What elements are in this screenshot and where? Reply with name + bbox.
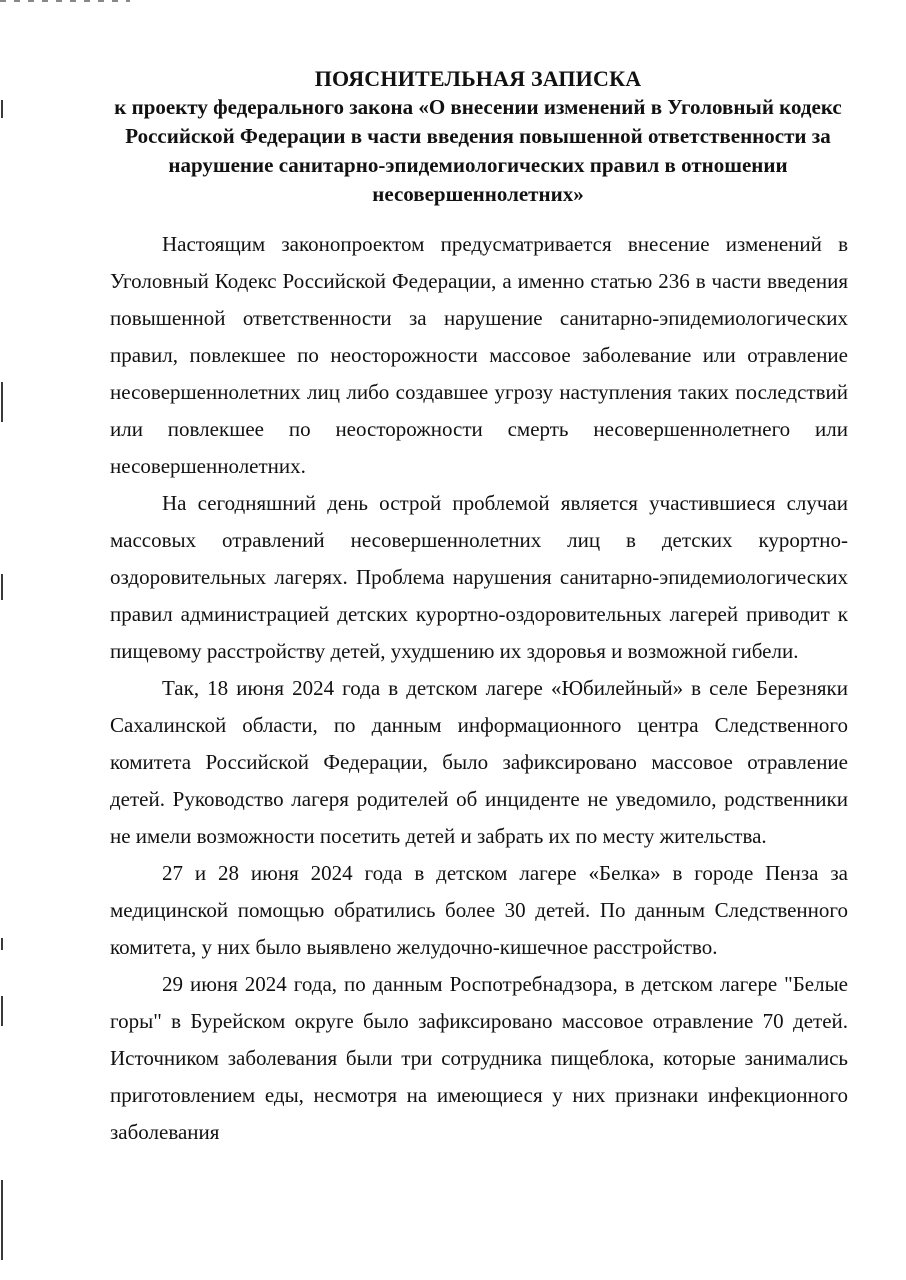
- scan-margin-mark: [1, 938, 3, 950]
- scan-margin-mark: [1, 996, 3, 1026]
- document-subtitle: к проекту федерального закона «О внесении изменений в Уголовный кодекс Российской Федерации в части введения повышенной ответственности за нарушение санитарно-эпидемиологических правил в отношении несовершеннолетних»: [114, 95, 842, 206]
- document-body: [110, 226, 848, 1151]
- paragraph: 29 июня 2024 года, по данным Роспотребнадзора, в детском лагере "Белые горы" в Бурейском округе было зафиксировано массовое отравление 70 детей. Источником заболевания были три сотрудника пищеблока, которые занимались приготовлением еды, несмотря на имеющиеся у них признаки инфекционного заболевания: [110, 972, 848, 1144]
- paragraph: Так, 18 июня 2024 года в детском лагере «Юбилейный» в селе Березняки Сахалинской области, по данным информационного центра Следственного комитета Российской Федерации, было зафиксировано массовое отравление детей. Руководство лагеря родителей об инциденте не уведомило, родственники не имели возможности посетить детей и забрать их по месту жительства.: [110, 676, 848, 848]
- paragraph: Настоящим законопроектом предусматривается внесение изменений в Уголовный Кодекс Российской Федерации, а именно статью 236 в части введения повышенной ответственности за нарушение санитарно-эпидемиологических правил, повлекшее по неосторожности массовое заболевание или отравление несовершеннолетних лиц либо создавшее угрозу наступления таких последствий или повлекшее по неосторожности смерть несовершеннолетнего или несовершеннолетних.: [110, 232, 848, 478]
- document-header: [100, 64, 856, 209]
- scan-margin-mark: [1, 382, 3, 422]
- paragraph: На сегодняшний день острой проблемой является участившиеся случаи массовых отравлений несовершеннолетних лиц в детских курортно-оздоровительных лагерях. Проблема нарушения санитарно-эпидемиологических правил администрацией детских курортно-оздоровительных лагерей приводит к пищевому расстройству детей, ухудшению их здоровья и возможной гибели.: [110, 491, 848, 663]
- document-title: ПОЯСНИТЕЛЬНАЯ ЗАПИСКА: [314, 66, 642, 91]
- scan-edge-marks: [0, 0, 130, 2]
- paragraph: 27 и 28 июня 2024 года в детском лагере «Белка» в городе Пенза за медицинской помощью обратились более 30 детей. По данным Следственного комитета, у них было выявлено желудочно-кишечное расстройство.: [110, 861, 848, 959]
- scan-margin-mark: [1, 574, 3, 600]
- scan-margin-mark: [1, 1180, 3, 1260]
- scan-margin-mark: [1, 100, 3, 118]
